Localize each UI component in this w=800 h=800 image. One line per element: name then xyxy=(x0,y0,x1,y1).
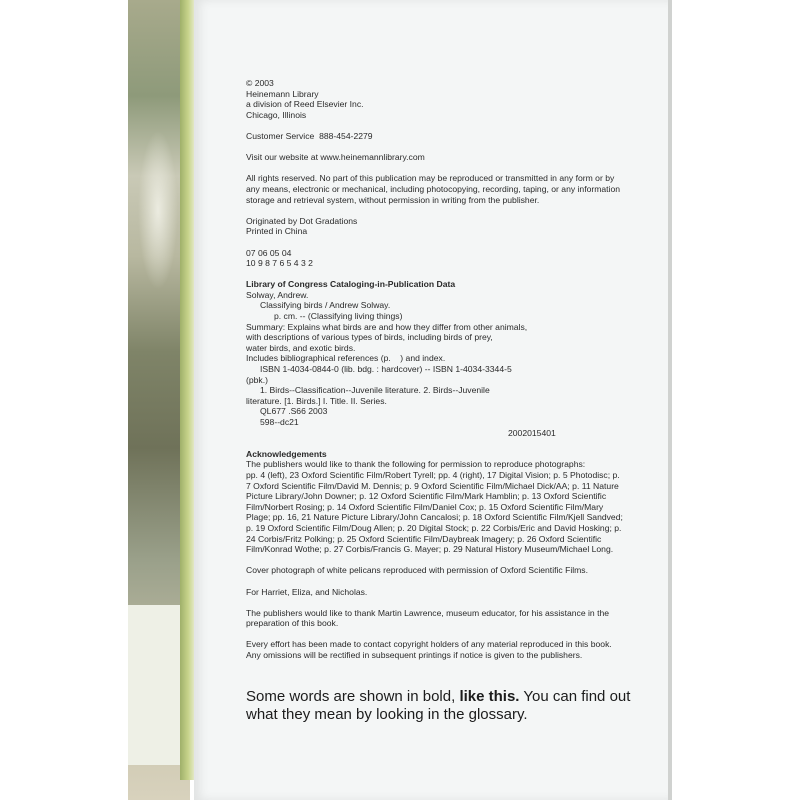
glossary-note-text: Some words are shown in bold, xyxy=(246,688,460,705)
cip-pbk: (pbk.) xyxy=(246,374,268,385)
thanks xyxy=(246,608,666,629)
cip-summary-line: with descriptions of various types of birds, including birds of prey, xyxy=(246,332,493,343)
thanks-line: The publishers would like to thank Martin Lawrence, museum educator, for his assistance in the xyxy=(246,607,610,618)
acknowledgements xyxy=(246,449,666,555)
acknowledgements-line: Film/Konrad Wothe; p. 27 Corbis/Francis G. Mayer; p. 29 Natural History Museum/Michael Long. xyxy=(246,544,614,555)
acknowledgements-line: Film/Norbert Rosing; p. 14 Oxford Scientific Film/Daniel Cox; p. 15 Oxford Scientific Film/Mary xyxy=(246,501,604,512)
acknowledgements-line: The publishers would like to thank the following for permission to reproduce photographs: xyxy=(246,459,586,470)
glossary-note-text: You can find out xyxy=(519,688,631,705)
publisher-city: Chicago, Illinois xyxy=(246,109,307,120)
cip-data xyxy=(246,279,666,438)
dedication-text: For Harriet, Eliza, and Nicholas. xyxy=(246,586,368,597)
customer-service xyxy=(246,131,666,142)
publisher-name: Heinemann Library xyxy=(246,88,319,99)
green-border-strip xyxy=(180,0,194,780)
website-text: Visit our website at www.heinemannlibrary.com xyxy=(246,152,425,163)
cip-summary-line: Summary: Explains what birds are and how they differ from other animals, xyxy=(246,321,528,332)
bold-example: like this. xyxy=(459,688,520,705)
acknowledgements-line: pp. 4 (left), 23 Oxford Scientific Film/Robert Tyrell; pp. 4 (right), 17 Digital Vision; p. 5 Photodisc; p. xyxy=(246,469,620,480)
dedication xyxy=(246,587,666,598)
customer-service-text: Customer Service 888-454-2279 xyxy=(246,130,373,141)
cip-bibliography: Includes bibliographical references (p. ) and index. xyxy=(246,353,446,364)
cip-lc-class: QL677 .S66 2003 xyxy=(260,406,328,417)
acknowledgements-line: Picture Library/John Downer; p. 12 Oxford Scientific Film/Mark Hamblin; p. 13 Oxford Scientific xyxy=(246,491,607,502)
cip-lccn: 2002015401 xyxy=(508,427,556,438)
glossary-note-line-1 xyxy=(246,688,686,706)
cover-credit xyxy=(246,565,666,576)
effort-line: Every effort has been made to contact copyright holders of any material reproduced in this book. xyxy=(246,639,612,650)
cip-dewey: 598--dc21 xyxy=(260,417,299,427)
rights-statement xyxy=(246,173,666,205)
publisher-division: a division of Reed Elsevier Inc. xyxy=(246,99,364,110)
acknowledgements-line: 24 Corbis/Fritz Polking; p. 25 Oxford Scientific Film/Daybreak Imagery; p. 26 Oxford Scientific xyxy=(246,533,602,544)
copyright-text-block xyxy=(246,78,666,671)
acknowledgements-line: 7 Oxford Scientific Film/David M. Dennis; p. 9 Oxford Scientific Film/Michael Dick/AA; p. 11 Nature xyxy=(246,480,619,491)
acknowledgements-heading: Acknowledgements xyxy=(246,448,327,459)
cip-isbn: ISBN 1-4034-0844-0 (lib. bdg. : hardcover) -- ISBN 1-4034-3344-5 xyxy=(260,364,512,375)
cip-author: Solway, Andrew. xyxy=(246,289,309,300)
background-light-panel xyxy=(128,605,183,765)
print-run: 10 9 8 7 6 5 4 3 2 xyxy=(246,258,313,269)
print-years: 07 06 05 04 xyxy=(246,247,292,258)
page-edge xyxy=(668,0,672,800)
right-margin xyxy=(668,0,800,800)
rights-line: storage and retrieval system, without permission in writing from the publisher. xyxy=(246,194,540,205)
rights-line: any means, electronic or mechanical, including photocopying, recording, taping, or any information xyxy=(246,183,621,194)
origination-info xyxy=(246,216,666,237)
copyright-year: © 2003 xyxy=(246,78,274,88)
glossary-note xyxy=(246,688,686,724)
cip-summary-line: water birds, and exotic birds. xyxy=(246,342,356,353)
effort-line: Any omissions will be rectified in subsequent printings if notice is given to the publishers. xyxy=(246,650,583,661)
acknowledgements-line: Plage; pp. 16, 21 Nature Picture Library/John Cancalosi; p. 18 Oxford Scientific Film/Kjell Sandved; xyxy=(246,512,623,523)
acknowledgements-line: p. 19 Oxford Scientific Film/Doug Allen; p. 20 Digital Stock; p. 22 Corbis/Eric and David Hosking; p. xyxy=(246,522,622,533)
website-line xyxy=(246,152,666,163)
copyright-info xyxy=(246,78,666,120)
cover-credit-text: Cover photograph of white pelicans reproduced with permission of Oxford Scientific Films. xyxy=(246,565,588,576)
cip-subjects-line: 1. Birds--Classification--Juvenile literature. 2. Birds--Juvenile xyxy=(260,385,490,396)
print-numbers xyxy=(246,248,666,269)
cip-heading: Library of Congress Cataloging-in-Publication Data xyxy=(246,279,456,290)
cip-title: Classifying birds / Andrew Solway. xyxy=(260,300,391,311)
effort-notice xyxy=(246,639,666,660)
cip-physical: p. cm. -- (Classifying living things) xyxy=(274,311,403,322)
printed-in: Printed in China xyxy=(246,226,308,237)
originated-by: Originated by Dot Gradations xyxy=(246,215,358,226)
cip-subjects-line: literature. [1. Birds.] I. Title. II. Series. xyxy=(246,395,387,406)
glossary-note-line-2: what they mean by looking in the glossary. xyxy=(246,706,528,723)
thanks-line: preparation of this book. xyxy=(246,618,339,629)
rights-line: All rights reserved. No part of this publication may be reproduced or transmitted in any form or by xyxy=(246,173,615,184)
